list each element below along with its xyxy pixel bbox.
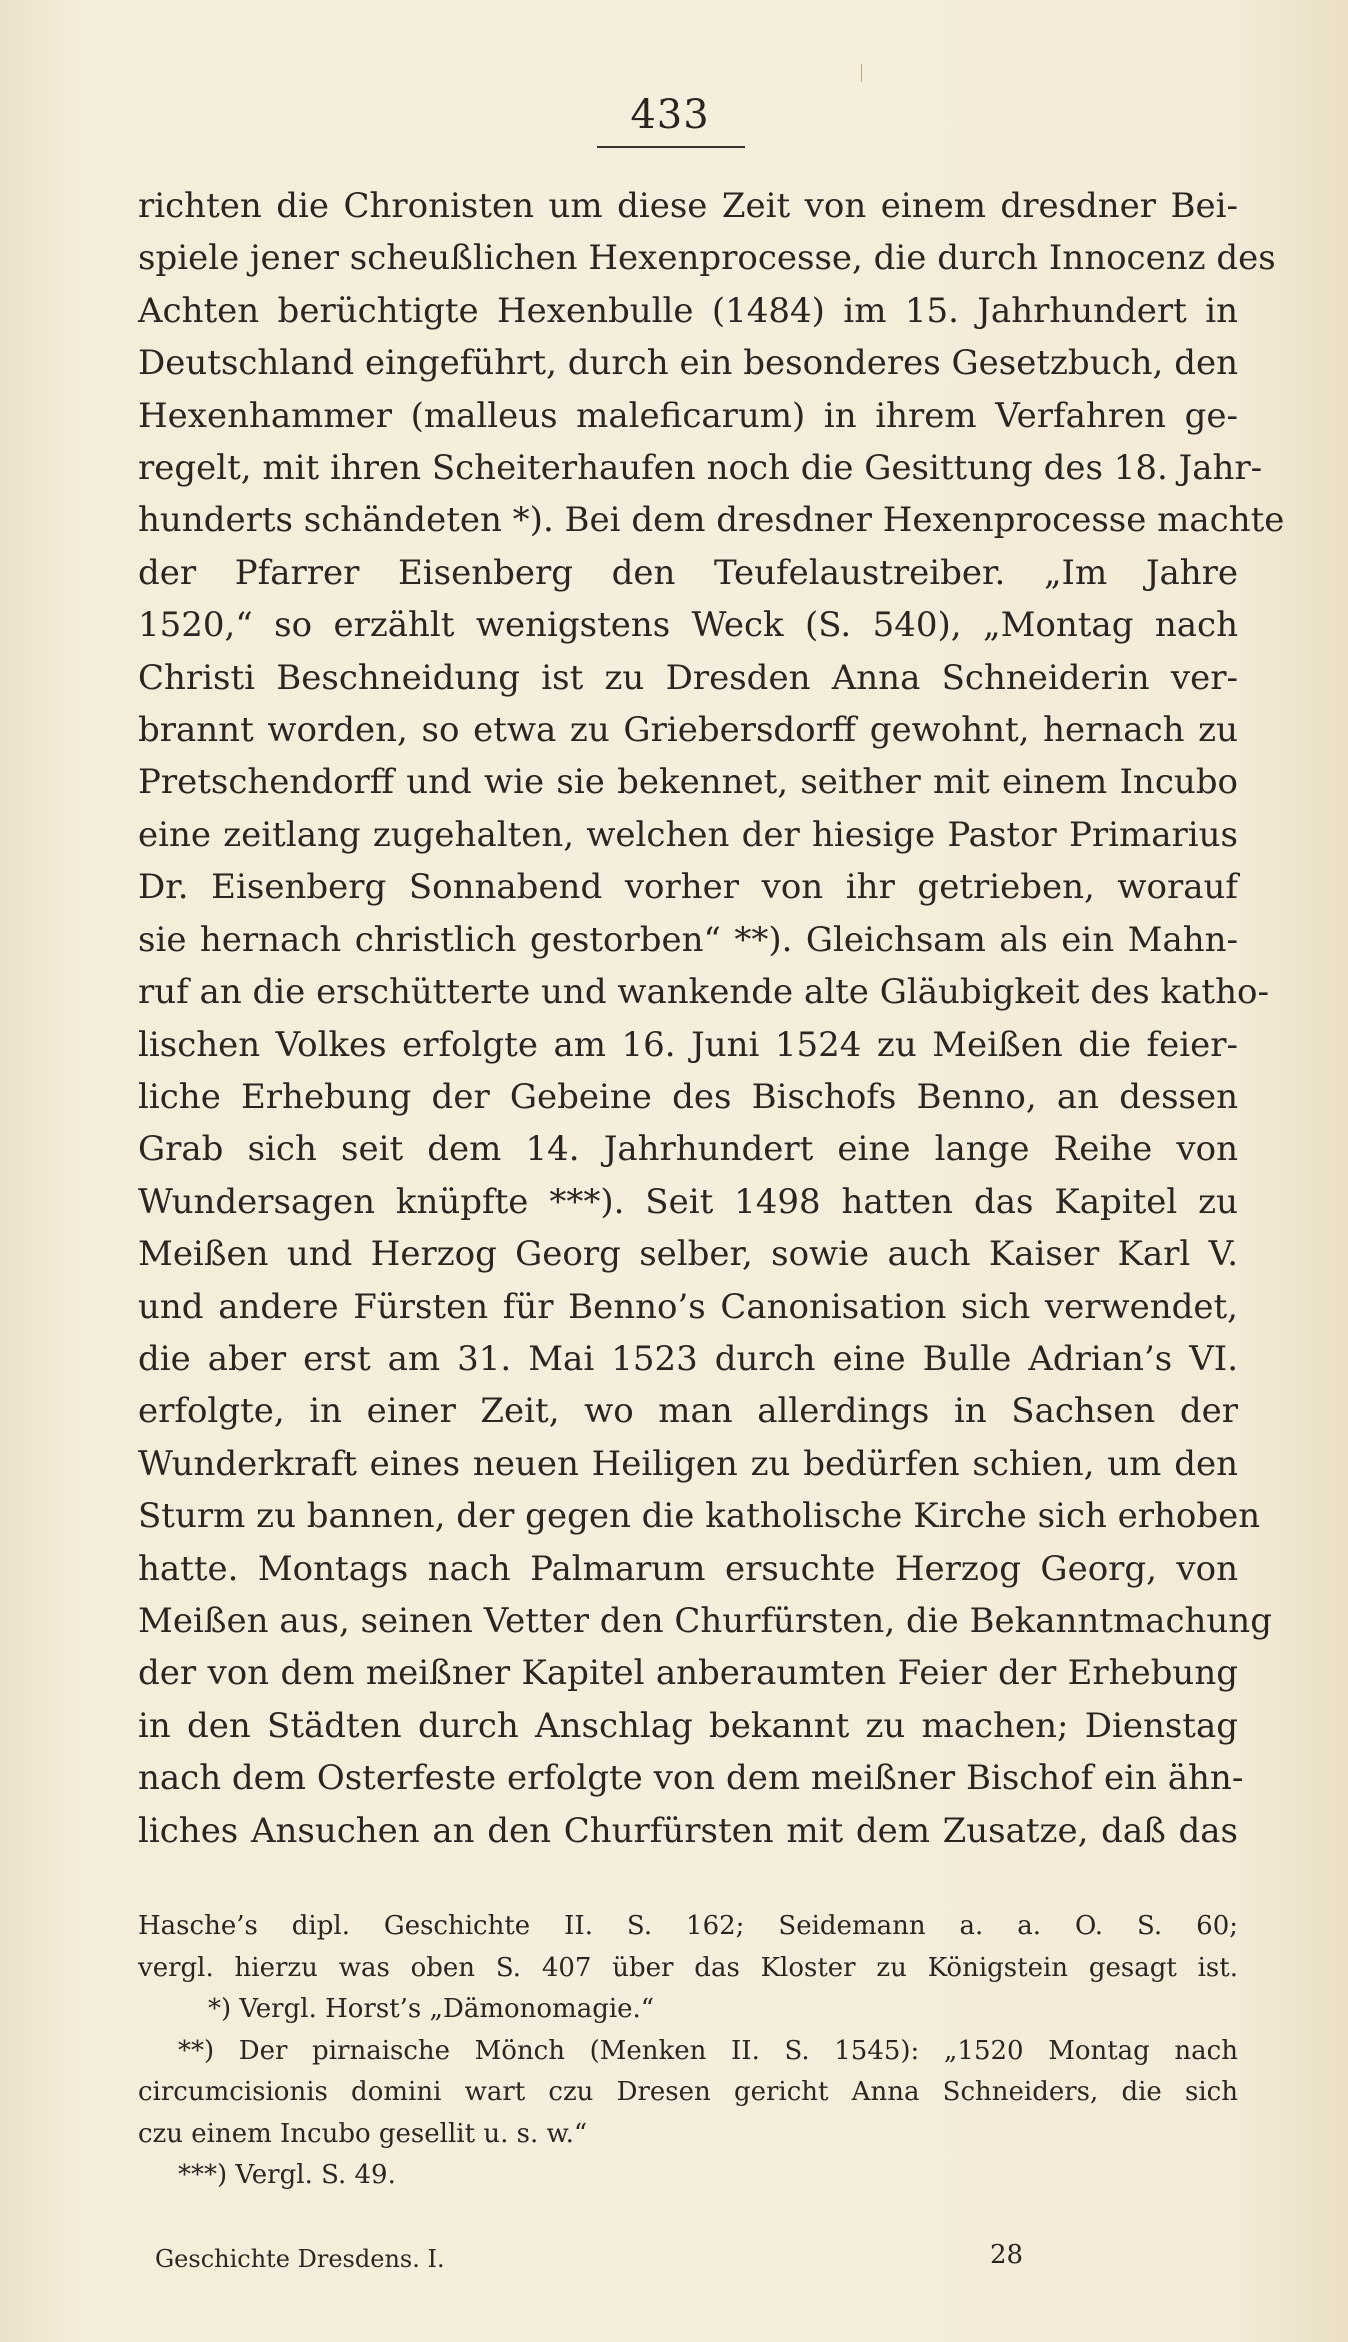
body-line: erfolgte, in einer Zeit, wo man allerdings in Sachsen der (138, 1391, 1238, 1432)
body-line: in den Städten durch Anschlag bekannt zu machen; Dienstag (138, 1705, 1238, 1746)
margin-mark (861, 64, 862, 82)
footnote-line: vergl. hierzu was oben S. 407 über das Kloster zu Königstein gesagt ist. (138, 1952, 1238, 1983)
body-line: der von dem meißner Kapitel anberaumten Feier der Erhebung (138, 1653, 1238, 1694)
body-line: Sturm zu bannen, der gegen die katholische Kirche sich erhoben (138, 1496, 1261, 1537)
body-line: eine zeitlang zugehalten, welchen der hiesige Pastor Primarius (138, 814, 1238, 855)
footnote-line: ***) Vergl. S. 49. (178, 2160, 396, 2190)
body-line: spiele jener scheußlichen Hexenprocesse, die durch Innocenz des (138, 238, 1276, 279)
page-number: 433 (630, 92, 710, 138)
body-line: Pretschendorff und wie sie bekennet, seither mit einem Incubo (138, 762, 1238, 803)
body-line: hatte. Montags nach Palmarum ersuchte Herzog Georg, von (138, 1548, 1238, 1589)
footnotes (138, 1906, 1238, 2197)
body-line: richten die Chronisten um diese Zeit von einem dresdner Bei- (138, 186, 1238, 226)
body-line: liches Ansuchen an den Churfürsten mit dem Zusatze, daß das (138, 1810, 1238, 1851)
body-line: Hexenhammer (malleus maleficarum) in ihrem Verfahren ge- (138, 395, 1238, 436)
body-line: die aber erst am 31. Mai 1523 durch eine Bulle Adrian’s VI. (138, 1338, 1238, 1379)
body-line: sie hernach christlich gestorben“ **). Gleichsam als ein Mahn- (138, 919, 1238, 960)
sheet-number: 28 (990, 2240, 1024, 2270)
body-line: der Pfarrer Eisenberg den Teufelaustreiber. „Im Jahre (138, 552, 1238, 593)
footnote-line: czu einem Incubo gesellit u. s. w.“ (138, 2118, 588, 2149)
body-line: Meißen aus, seinen Vetter den Churfürsten, die Bekanntmachung (138, 1600, 1272, 1641)
body-line: Deutschland eingeführt, durch ein besonderes Gesetzbuch, den (138, 343, 1238, 384)
footnote-line: *) Vergl. Horst’s „Dämonomagie.“ (208, 1994, 655, 2024)
body-line: liche Erhebung der Gebeine des Bischofs Benno, an dessen (138, 1076, 1238, 1117)
body-line: Wundersagen knüpfte ***). Seit 1498 hatten das Kapitel zu (138, 1181, 1238, 1222)
body-line: lischen Volkes erfolgte am 16. Juni 1524 zu Meißen die feier- (138, 1024, 1238, 1065)
body-line: und andere Fürsten für Benno’s Canonisation sich verwendet, (138, 1286, 1238, 1327)
body-line: Meißen und Herzog Georg selber, sowie auch Kaiser Karl V. (138, 1234, 1238, 1275)
body-line: Dr. Eisenberg Sonnabend vorher von ihr getrieben, worauf (138, 867, 1238, 908)
body-line: ruf an die erschütterte und wankende alte Gläubigkeit des katho- (138, 972, 1269, 1013)
sheet-signature: Geschichte Dresdens. I. (155, 2245, 445, 2273)
body-line: brannt worden, so etwa zu Griebersdorff gewohnt, hernach zu (138, 710, 1238, 751)
body-text (138, 180, 1285, 1857)
body-line: regelt, mit ihren Scheiterhaufen noch die Gesittung des 18. Jahr- (138, 448, 1263, 489)
body-line: Wunderkraft eines neuen Heiligen zu bedürfen schien, um den (138, 1443, 1238, 1484)
body-line: Grab sich seit dem 14. Jahrhundert eine lange Reihe von (138, 1129, 1238, 1170)
footnote-line: **) Der pirnaische Mönch (Menken II. S. 1545): „1520 Montag nach (178, 2035, 1238, 2066)
page-number-rule (597, 146, 745, 148)
body-line: 1520,“ so erzählt wenigstens Weck (S. 540), „Montag nach (138, 605, 1238, 646)
footnote-line: circumcisionis domini wart czu Dresen gericht Anna Schneiders, die sich (138, 2077, 1238, 2107)
body-line: Achten berüchtigte Hexenbulle (1484) im 15. Jahrhundert in (138, 290, 1238, 331)
body-line: hunderts schändeten *). Bei dem dresdner Hexenprocesse machte (138, 500, 1285, 541)
footnote-line: Hasche’s dipl. Geschichte II. S. 162; Seidemann a. a. O. S. 60; (138, 1911, 1238, 1941)
body-line: nach dem Osterfeste erfolgte von dem meißner Bischof ein ähn- (138, 1758, 1244, 1799)
body-line: Christi Beschneidung ist zu Dresden Anna Schneiderin ver- (138, 657, 1238, 698)
